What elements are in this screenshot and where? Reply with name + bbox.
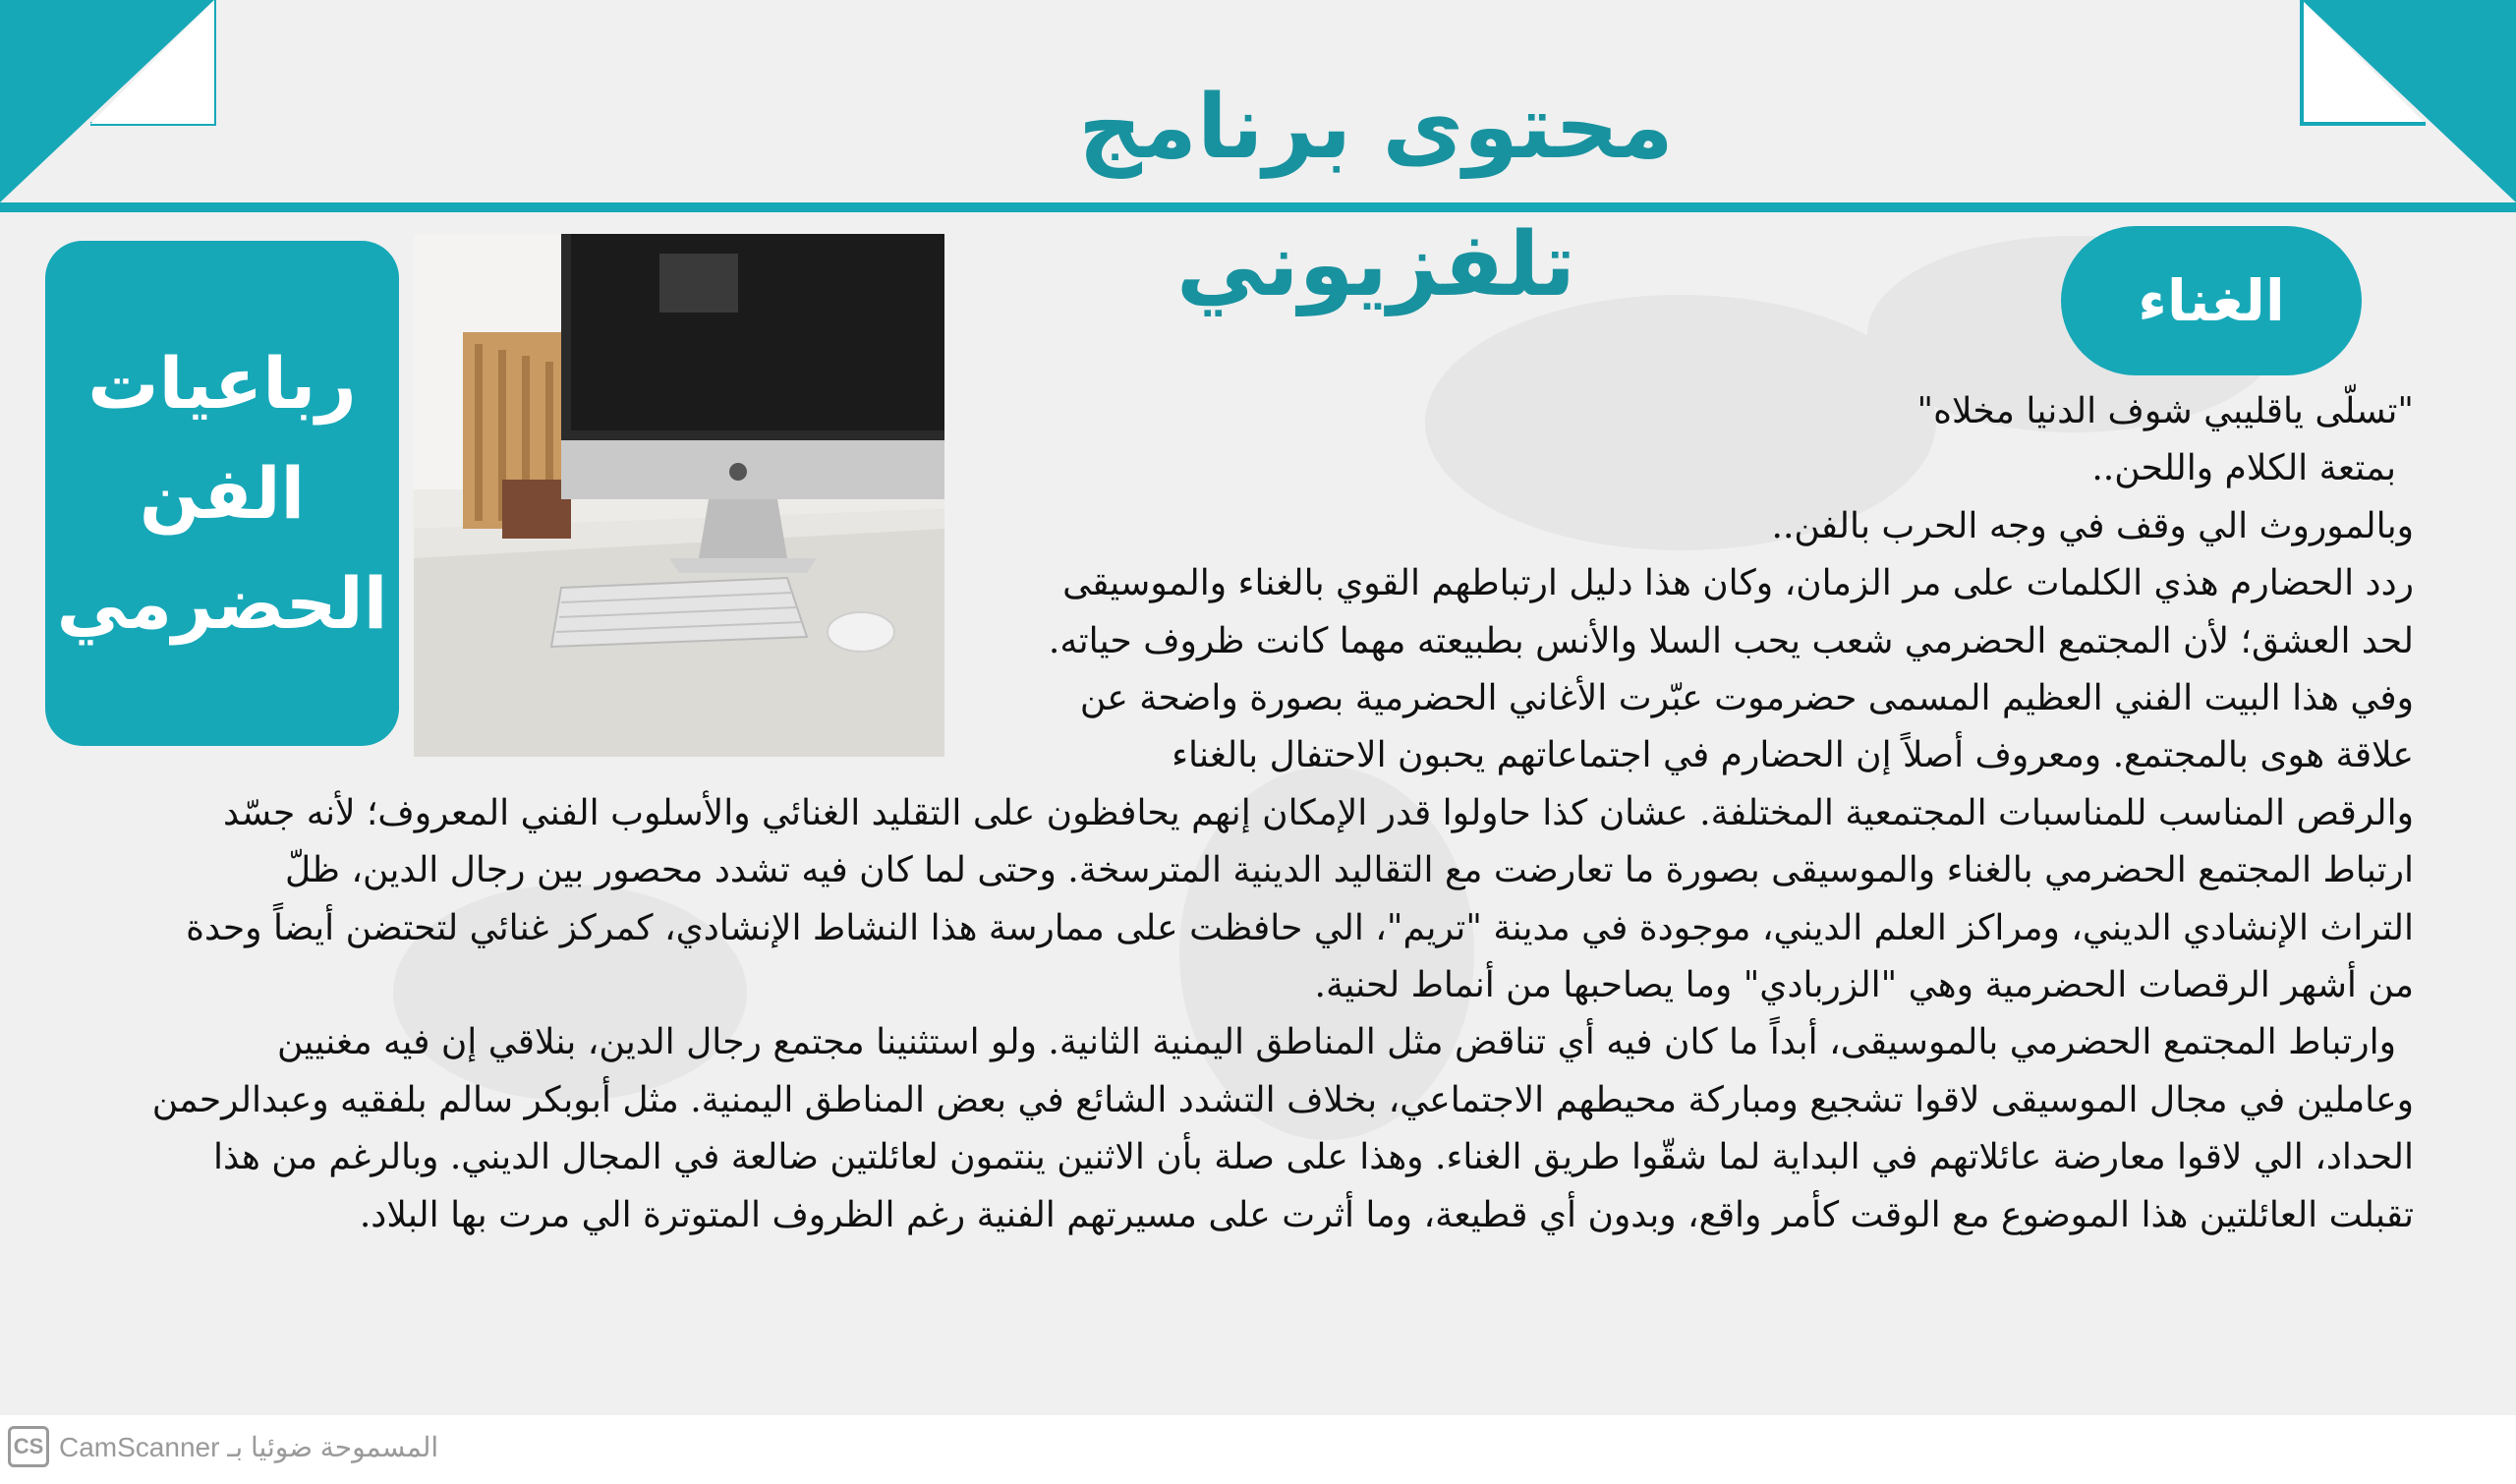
text-line: وفي هذا البيت الفني العظيم المسمى حضرموت عبّرت الأغاني الحضرمية بصورة واضحة عن <box>1079 678 2414 719</box>
text-line: "تسلّى ياقليبي شوف الدنيا مخلاه" <box>1916 391 2414 431</box>
text-line: ارتباط المجتمع الحضرمي بالغناء والموسيقى بصورة ما تعارضت مع التقاليد الدينية المترسخة. وحتى لما كان فيه تشدد محصور بين رجال الدين، ظلّ <box>285 850 2414 891</box>
text-line: ردد الحضارم هذي الكلمات على مر الزمان، وكان هذا دليل ارتباطهم القوي بالغناء والموسيقى <box>1062 563 2414 604</box>
camscanner-watermark <box>8 1423 438 1470</box>
camscanner-logo-icon: CS <box>8 1426 49 1467</box>
text-line: وارتباط المجتمع الحضرمي بالموسيقى، أبداً ما كان فيه أي تناقض مثل المناطق اليمنية الثانية. ولو استثنينا مجتمع رجال الدين، بنلاقي إن فيه مغنيين <box>276 1022 2396 1063</box>
text-line: وعاملين في مجال الموسيقى لاقوا تشجيع ومباركة محيطهم الاجتماعي، بخلاف التشدد الشائع في بعض المناطق اليمنية. مثل أبوبكر سالم بلفقيه وعبدالرحمن <box>151 1079 2414 1120</box>
text-line: التراث الإنشادي الديني، ومراكز العلم الديني، موجودة في مدينة "تريم"، الي حافظت على ممارسة هذا النشاط الإنشادي، كمركز غنائي لتحتضن أيضاً وحدة <box>186 907 2414 948</box>
article-intro <box>1008 383 2414 785</box>
folded-corner-icon <box>2290 0 2516 212</box>
text-line: علاقة هوى بالمجتمع. ومعروف أصلاً إن الحضارم في اجتماعاتهم يحبون الاحتفال بالغناء <box>1172 735 2414 776</box>
text-line: والرقص المناسب للمناسبات المجتمعية المختلفة. عشان كذا حاولوا قدر الإمكان إنهم يحافظون على التقليد الغنائي والأسلوب الفني المعروف؛ لأنه جسّد <box>222 792 2414 833</box>
folded-corner-icon <box>0 0 226 212</box>
side-title-text: رباعيات الفن الحضرمي <box>56 342 388 645</box>
text-line: لحد العشق؛ لأن المجتمع الحضرمي شعب يحب السلا والأنس بطبيعته مهما كانت ظروف حياته. <box>1048 620 2414 661</box>
camscanner-watermark-text: CamScanner المسموحة ضوئيا بـ <box>59 1431 439 1462</box>
text-line: وبالموروث الي وقف في وجه الحرب بالفن.. <box>1771 505 2414 546</box>
text-line: من أشهر الرقصات الحضرمية وهي "الزربادي" وما يصاحبها من أنماط لحنية. <box>1314 965 2414 1006</box>
article-body <box>98 383 2414 1238</box>
text-line: تقبلت العائلتين هذا الموضوع مع الوقت كأمر واقع، وبدون أي قطيعة، وما أثرت على مسيرتهم الفنية رغم الظروف المتوترة الي مرت بها البلاد. <box>359 1194 2414 1235</box>
page-title: محتوى برنامج تلفزيوني <box>1078 76 1674 316</box>
text-line: بمتعة الكلام واللحن.. <box>2091 448 2396 489</box>
text-line: الحداد، الي لاقوا معارضة عائلاتهم في البداية لما شقّوا طريق الغناء. وهذا على صلة بأن الاثنين ينتمون لعائلتين ضالعة في المجال الديني. وبالرغم من هذا <box>212 1137 2414 1178</box>
section-label-singing: الغناء <box>2061 226 2362 375</box>
